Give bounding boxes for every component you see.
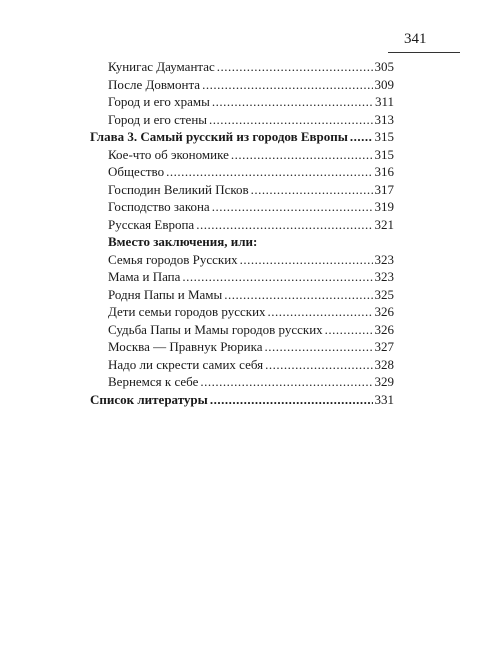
toc-entry-page: 309 [374, 76, 394, 92]
page-number: 341 [404, 31, 427, 47]
toc-entry-page: 311 [374, 94, 394, 109]
toc-dot-leader [350, 128, 373, 146]
toc-entry-page: 316 [374, 164, 394, 179]
toc-entry [90, 391, 394, 409]
toc-entry-title: Город и его храмы [108, 94, 210, 109]
toc-entry [90, 356, 394, 374]
toc-entry-title: Господин Великий Псков [108, 181, 249, 197]
toc-entry [90, 373, 394, 391]
toc-entry [90, 216, 394, 234]
toc-dot-leader [200, 373, 372, 391]
toc-dot-leader [166, 163, 372, 181]
toc-entry-page: 329 [374, 374, 394, 389]
toc-entry-page: 315 [374, 146, 394, 162]
toc-entry-title: Глава 3. Самый русский из городов Европы [90, 129, 348, 144]
toc-dot-leader [325, 321, 373, 339]
toc-entry-title: Дети семьи городов русских [108, 304, 266, 319]
toc-entry-title: Кунигас Даумантас [108, 59, 215, 74]
toc-entry [90, 233, 394, 251]
toc-entry [90, 146, 394, 164]
toc-entry-page: 328 [374, 356, 394, 372]
toc-entry-page: 326 [374, 321, 394, 337]
toc-entry-page: 326 [374, 304, 394, 319]
toc-entry-title: Список литературы [90, 391, 208, 407]
toc-entry [90, 303, 394, 321]
toc-entry [90, 321, 394, 339]
toc-entry-page: 327 [374, 339, 394, 354]
toc-dot-leader [240, 251, 373, 269]
toc-dot-leader [210, 391, 373, 409]
toc-entry [90, 76, 394, 94]
table-of-contents [90, 58, 394, 408]
toc-entry-title: Общество [108, 164, 165, 179]
toc-dot-leader [265, 356, 372, 374]
toc-entry-title: Судьба Папы и Мамы городов русских [108, 321, 323, 337]
toc-dot-leader [196, 216, 372, 234]
toc-entry-title: Город и его стены [108, 111, 208, 127]
toc-dot-leader [182, 268, 372, 286]
toc-dot-leader [212, 198, 373, 216]
toc-dot-leader [231, 146, 373, 164]
toc-entry [90, 163, 394, 181]
toc-dot-leader [212, 93, 373, 111]
toc-entry-title: Вернемся к себе [108, 374, 199, 389]
toc-entry-page: 323 [374, 251, 394, 267]
toc-entry [90, 181, 394, 199]
toc-dot-leader [217, 58, 373, 76]
toc-entry-title: Родня Папы и Мамы [108, 286, 223, 302]
toc-entry [90, 128, 394, 146]
toc-entry-page: 323 [374, 269, 394, 284]
toc-dot-leader [251, 181, 373, 199]
toc-entry-page: 331 [374, 391, 394, 407]
toc-entry-page: 319 [374, 199, 394, 214]
toc-entry-title: Кое-что об экономике [108, 146, 229, 162]
toc-entry-page: 317 [374, 181, 394, 197]
toc-entry [90, 251, 394, 269]
toc-entry [90, 338, 394, 356]
toc-dot-leader [265, 338, 373, 356]
toc-entry-page: 321 [374, 216, 394, 232]
toc-entry-title: Семья городов Русских [108, 251, 238, 267]
toc-dot-leader [268, 303, 373, 321]
toc-dot-leader [202, 76, 372, 94]
toc-entry [90, 268, 394, 286]
toc-entry-title: Надо ли скрести самих себя [108, 356, 264, 372]
toc-entry-title: Русская Европа [108, 216, 195, 232]
toc-entry [90, 286, 394, 304]
header-rule [388, 52, 460, 53]
toc-entry-title: Мама и Папа [108, 269, 181, 284]
toc-entry-page: 313 [374, 111, 394, 127]
toc-dot-leader [209, 111, 372, 129]
toc-entry [90, 58, 394, 76]
toc-entry [90, 198, 394, 216]
toc-entry-title: Вместо заключения, или: [108, 234, 258, 249]
toc-entry-title: Господство закона [108, 199, 210, 214]
toc-dot-leader [224, 286, 372, 304]
toc-entry-title: После Довмонта [108, 76, 201, 92]
toc-entry-page: 325 [374, 286, 394, 302]
toc-entry [90, 111, 394, 129]
toc-entry [90, 93, 394, 111]
toc-entry-title: Москва — Правнук Рюрика [108, 339, 263, 354]
toc-entry-page: 305 [374, 59, 394, 74]
toc-entry-page: 315 [374, 129, 394, 144]
